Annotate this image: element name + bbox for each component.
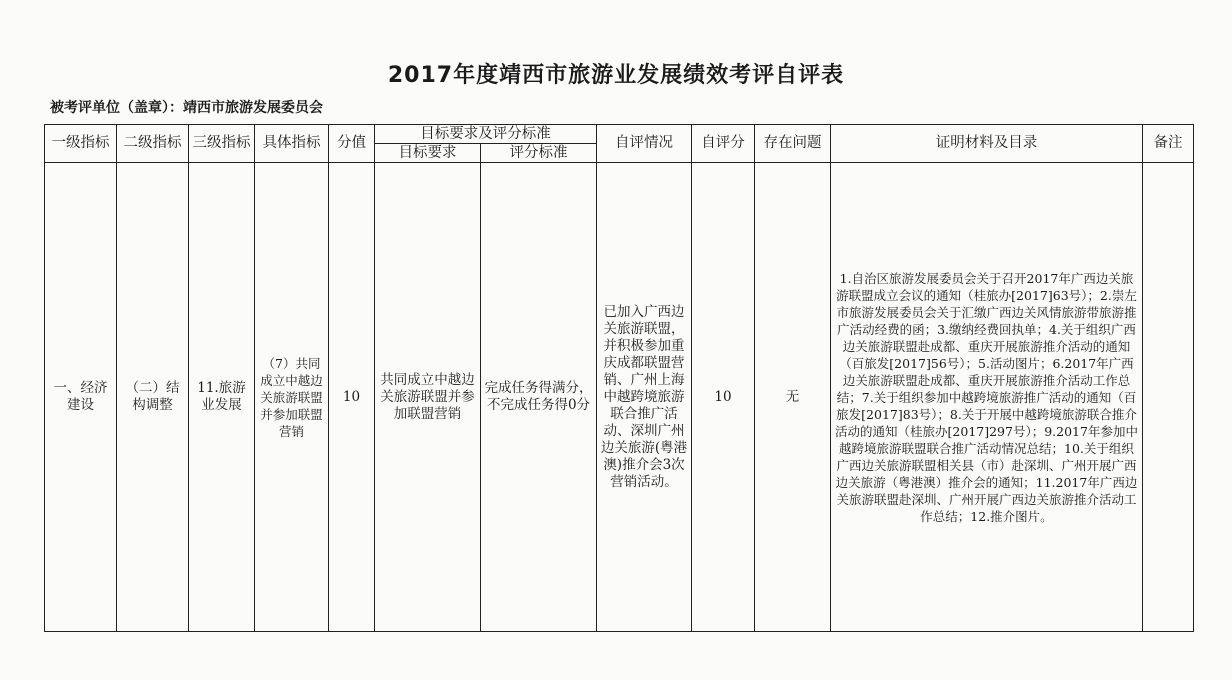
header-level1: 一级指标 [45, 125, 117, 163]
header-target: 目标要求 [375, 144, 481, 163]
cell-issues: 无 [755, 163, 831, 632]
table-row [45, 163, 1194, 632]
cell-level2: （二）结构调整 [117, 163, 189, 632]
header-standard: 评分标准 [481, 144, 597, 163]
cell-remarks [1143, 163, 1194, 632]
document-title: 2017年度靖西市旅游业发展绩效考评自评表 [387, 63, 845, 88]
cell-specific: （7）共同成立中越边关旅游联盟并参加联盟营销 [255, 163, 329, 632]
header-issues: 存在问题 [755, 125, 831, 163]
cell-self-eval: 已加入广西边关旅游联盟，并积极参加重庆成都联盟营销、广州上海中越跨境旅游联合推广活动、深圳广州边关旅游(粤港澳)推介会3次营销活动。 [597, 163, 692, 632]
cell-evidence: 1.自治区旅游发展委员会关于召开2017年广西边关旅游联盟成立会议的通知（桂旅办[2017]63号）；2.崇左市旅游发展委员会关于汇缴广西边关风情旅游带旅游推广活动经费的函；3.缴纳经费回执单；4.关于组织广西边关旅游联盟赴成都、重庆开展旅游推介活动的通知（百旅发[2017]56号）；5.活动图片；6.2017年广西边关旅游联盟赴成都、重庆开展旅游推介活动工作总结；7.关于组织参加中越跨境旅游推广活动的通知（百旅发[2017]83号）；8.关于开展中越跨境旅游联合推介活动的通知（桂旅办[2017]297号）；9.2017年参加中越跨境旅游联盟联合推广活动情况总结；10.关于组织广西边关旅游联盟相关县（市）赴深圳、广州开展广西边关旅游（粤港澳）推介会的通知；11.2017年广西边关旅游联盟赴深圳、广州开展广西边关旅游推介活动工作总结；12.推介图片。 [831, 163, 1143, 632]
self-evaluation-table [44, 124, 1194, 632]
header-self-score: 自评分 [692, 125, 755, 163]
header-evidence: 证明材料及目录 [831, 125, 1143, 163]
cell-score: 10 [329, 163, 375, 632]
cell-level1: 一、经济建设 [45, 163, 117, 632]
header-remarks: 备注 [1143, 125, 1194, 163]
header-self-eval: 自评情况 [597, 125, 692, 163]
header-specific: 具体指标 [255, 125, 329, 163]
evaluated-unit-label: 被考评单位（盖章）：靖西市旅游发展委员会 [50, 100, 323, 116]
header-level2: 二级指标 [117, 125, 189, 163]
cell-target: 共同成立中越边关旅游联盟并参加联盟营销 [375, 163, 481, 632]
header-score: 分值 [329, 125, 375, 163]
header-level3: 三级指标 [189, 125, 255, 163]
cell-level3: 11.旅游业发展 [189, 163, 255, 632]
cell-self-score: 10 [692, 163, 755, 632]
header-target-group: 目标要求及评分标准 [375, 125, 597, 144]
cell-standard: 完成任务得满分，不完成任务得0分 [481, 163, 597, 632]
